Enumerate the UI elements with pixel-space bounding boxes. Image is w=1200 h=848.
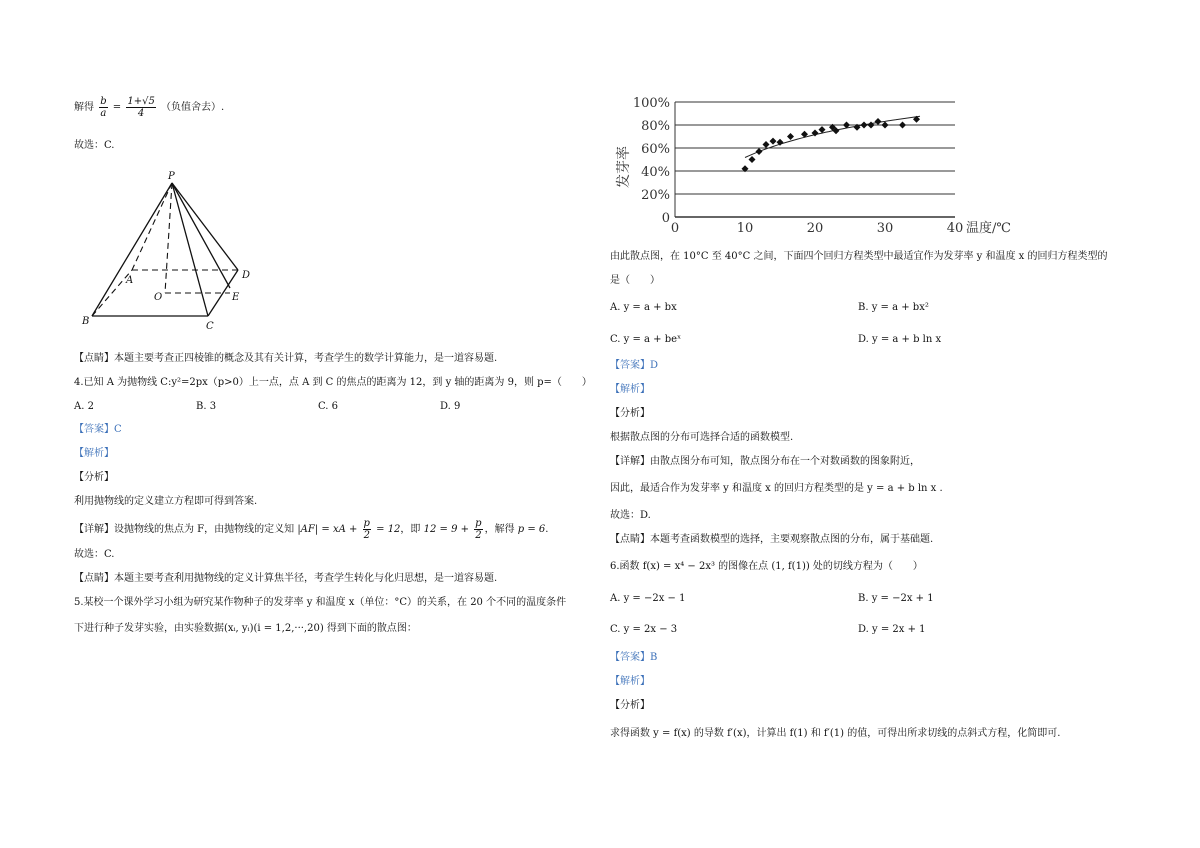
q6-answer: 【答案】B (610, 652, 658, 663)
q6-option-c: C. y = 2x − 3 (610, 624, 678, 635)
q4-jiexi: 【解析】 (74, 448, 114, 459)
fraction-result: $\frac{1+√5}{4}$ (127, 96, 155, 119)
x-tick-label: 20 (806, 221, 824, 236)
q5-jiexi: 【解析】 (610, 384, 650, 395)
fraction-b-over-a: $\frac{b}{a}$ (100, 96, 107, 119)
q5-fenxi-text: 根据散点图的分布可选择合适的函数模型. (610, 432, 794, 443)
label-O: O (154, 292, 163, 303)
x-tick-labels (671, 221, 963, 236)
q4-option-d: D. 9 (440, 401, 461, 412)
q5-after-line-1: 由此散点图，在 10°C 至 40°C 之间，下面四个回归方程类型中最适宜作为发芽率 y 和温度 x 的回归方程类型的 (610, 251, 1108, 262)
q6-option-d: D. y = 2x + 1 (858, 624, 926, 635)
label-D: D (242, 270, 251, 281)
label-A: A (126, 275, 134, 286)
q4-answer: 【答案】C (74, 424, 122, 435)
q5-detail: 【详解】由散点图分布可知，散点图分布在一个对数函数的图象附近， (610, 456, 920, 467)
q4-choose: 故选：C. (74, 549, 115, 560)
pyramid-figure (80, 168, 260, 338)
data-point (875, 118, 882, 125)
q4-stem: 4.已知 A 为抛物线 C:y²=2px（p>0）上一点，点 A 到 C 的焦点的距离为 12，到 y 轴的距离为 9，则 p=（ ） (74, 377, 592, 388)
q5-answer: 【答案】D (610, 360, 659, 371)
text-fragment: （负值舍去）. (161, 102, 225, 113)
q5-option-a: A. y = a + bx (610, 302, 677, 313)
q5-stem-line-1: 5.某校一个课外学习小组为研究某作物种子的发芽率 y 和温度 x（单位：°C）的关系，在 20 个不同的温度条件 (74, 597, 567, 608)
q4-fenxi: 【分析】 (74, 472, 114, 483)
q5-after-line-2: 是（ ） (610, 275, 660, 286)
q5-stem-line-2: 下进行种子发芽实验，由实验数据(xᵢ, yᵢ)(i = 1,2,···,20) 得到下面的散点图： (74, 623, 417, 634)
y-tick-labels (633, 96, 670, 226)
fit-curve (745, 116, 920, 157)
data-point (899, 122, 906, 129)
y-tick-label: 20% (641, 188, 670, 203)
q4-option-b: B. 3 (196, 401, 217, 412)
q6-stem: 6.函数 f(x) = x⁴ − 2x³ 的图像在点 (1, f(1)) 处的切线方程为（ ） (610, 561, 923, 572)
q5-option-d: D. y = a + b ln x (858, 334, 942, 345)
q4-fenxi-text: 利用抛物线的定义建立方程即可得到答案. (74, 496, 258, 507)
label-E: E (232, 292, 240, 303)
y-tick-label: 80% (641, 119, 670, 134)
data-point (756, 148, 763, 155)
equals-sign: = (112, 102, 122, 113)
y-tick-label: 0 (661, 211, 670, 226)
x-tick-label: 10 (736, 221, 754, 236)
label-C: C (206, 321, 214, 332)
label-P: P (168, 171, 175, 182)
q4-option-c: C. 6 (318, 401, 339, 412)
y-tick-label: 60% (641, 142, 670, 157)
fraction-p-over-2: $\frac{p}{2}$ (475, 518, 482, 541)
q5-conclude: 因此，最适合作为发芽率 y 和温度 x 的回归方程类型的是 y = a + b ln x . (610, 483, 943, 494)
q4-detail: 【详解】设抛物线的焦点为 F，由抛物线的定义知 |AF| = xA + $\frac{p}{2}$ = 12，即 12 = 9 + $\frac{p}{2}$ ，解得 p = 6. (74, 518, 549, 541)
y-axis-label: 发芽率 (616, 146, 632, 188)
q6-option-b: B. y = −2x + 1 (858, 593, 934, 604)
data-point (763, 141, 770, 148)
label-B: B (82, 316, 90, 327)
y-tick-label: 100% (632, 96, 670, 111)
data-point (787, 133, 794, 140)
x-tick-label: 0 (670, 221, 680, 236)
fraction-p-over-2: $\frac{p}{2}$ (363, 518, 370, 541)
q3-comment: 【点睛】本题主要考查正四棱锥的概念及其有关计算，考查学生的数学计算能力，是一道容易题. (74, 353, 498, 364)
q6-fenxi: 【分析】 (610, 700, 650, 711)
data-point (882, 122, 889, 129)
data-points (742, 116, 921, 172)
q6-option-a: A. y = −2x − 1 (610, 593, 686, 604)
solution-line-1 (74, 96, 224, 119)
q5-fenxi: 【分析】 (610, 408, 650, 419)
q4-option-a: A. 2 (74, 401, 94, 412)
q5-option-c: C. y = a + beˣ (610, 334, 682, 345)
q6-jiexi: 【解析】 (610, 676, 650, 687)
data-point (868, 122, 875, 129)
y-tick-label: 40% (641, 165, 670, 180)
x-tick-label: 30 (876, 221, 894, 236)
data-point (749, 156, 756, 163)
q5-comment: 【点睛】本题考查函数模型的选择，主要观察散点图的分布，属于基础题. (610, 534, 934, 545)
q5-option-b: B. y = a + bx² (858, 302, 929, 313)
x-axis-label: 温度/℃ (966, 221, 1011, 236)
q5-choose: 故选：D. (610, 510, 651, 521)
q6-fenxi-text: 求得函数 y = f(x) 的导数 f′(x)，计算出 f(1) 和 f′(1) 的值，可得出所求切线的点斜式方程，化简即可. (610, 728, 1061, 739)
choose-line: 故选：C. (74, 140, 115, 151)
x-tick-label: 40 (946, 221, 964, 236)
scatter-chart (610, 92, 1040, 240)
data-point (861, 122, 868, 129)
text-fragment: 解得 (74, 102, 94, 113)
data-point (770, 138, 777, 145)
q4-comment: 【点睛】本题主要考查利用抛物线的定义计算焦半径，考查学生转化与化归思想，是一道容易题. (74, 573, 498, 584)
